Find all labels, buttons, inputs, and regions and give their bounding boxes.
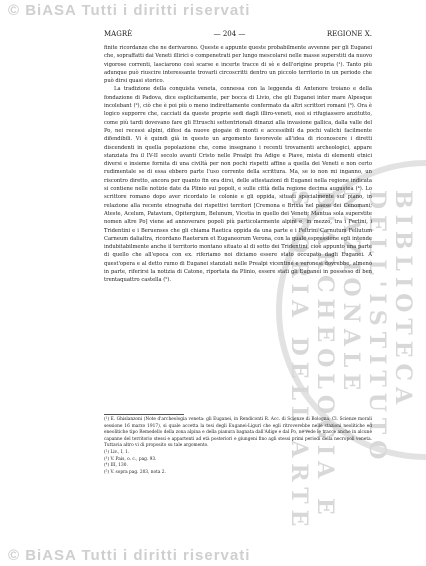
watermark-top: © BiASA Tutti i diritti riservati — [8, 2, 251, 19]
footnote-5: (⁵) V. sopra pag. 203, nota 2. — [104, 469, 166, 475]
watermark-bottom: © BiASA Tutti i diritti riservati — [8, 547, 251, 564]
paragraph-1: finite ricordanze che ne derivarono. Queste e appunte queste probabilmente avvenne per gli Euganei che, sopraffatti dai Veneti illirici o compenetrati per lungo mescolarsi nelle masse superstiti da nuovo vigorose correnti, lasciarono così scarse e incerte tracce di sè e dell'origine propria (¹). Tanto più adunque può riuscire interessante trovarli circoscritti dentro un piccolo territorio in un periodo che può dirsi quasi storico. — [104, 45, 372, 85]
footnote-4: (⁴) III, 130. — [104, 463, 128, 469]
running-head-left: MAGRÈ — [104, 30, 133, 38]
footnote-3: (³) V. Pais, o. c., pag. 93. — [104, 456, 157, 462]
page-number: — 204 — — [213, 30, 246, 38]
footnote-1: (¹) E. Ghislanzoni (Note d'archeologia veneta: gli Euganei, in Rendiconti R. Acc. di Scienze di Bologna, Cl. Scienze morali sessione 16 marzo 1917), si quale accetta la tesi degli Euganei-Liguri che egli ritroverebbe nelle stazioni neolitiche ed eneolitiche tipo Remedello della zona alpina e della pianura bagnata dall'Adige e dal Po, ne vede le tracce anche in alcune capanne del territorio stessi e appartenti ad età posteriori e giungeni fino agli stessi primi periodi della necropoli veneta. Tuttavia altro vi di proposito su tale argomento. — [104, 417, 372, 449]
page-header — [104, 30, 372, 38]
paragraph-2: La tradizione della conquista veneta, connessa con la leggenda di Antenore troiano e della fondazione di Padova, dice esplicitamente, per bocca di Livio, che gli Euganei inter mare Alpesque incolebant (²), ciò che è poi più o meno indirettamente confermato da altri scrittori romani (³). Ora è logico supporre che, cacciati da queste proprie sedi dagli illiro-veneti, essi si rifugiassero anzitutto, come più tardi dovevano fare gli Etruschi settentrionali dinanzi alla invasione gallica, dalla valle del Po, nei recessi alpini, difesi da nuove giogaie di monti e accessibili da pochi valichi facilmente difendibili. Vi è quindi già in questo un argomento favorevole all'idea di riconoscere i diretti discendenti in quella popolazione che, come insegnano i recenti trovamenti archeologici, appare stanziata fra il IV-II secolo avanti Cristo nelle Prealpi fra Adige e Piave, mista di elementi etnici diversi e insieme fornita di una civiltà per non pochi rispetti affine a quella dei Veneti e non certo rudimentale se di essa ebbero parte l'uso corrente della scrittura. Ma, se io non mi inganno, un riscontro diretto, ancora per quanto fin ora dirsi, delle attestazioni di Euganei nella regione indicata si contiene nelle notizie date da Plinio sui popoli, e sulle città della regione decima augustea (⁴). Lo scrittore romano dopo aver ricordato le colonie e gli oppida, situati specialmente sul piano, in relazione alla recente etnografia dei rispettivi territori [Cremona e Brixia nel paese dei Cenomani; Ateste, Acelum, Patavium, Opitergium, Belunum, Vicetia in quello dei Veneti; Mantua sola superstite nomen altre Po] viene ad annoverare popoli più particolarmente alpini e, in mezzo, tra i Fertini, i Tridentini e i Beruenses che gli chiama Raetica oppida da una parte e i Feltrini Carnutum Fellutum Carneum dalialtra, ricordano Raeterum et Euganeorum Verona, con la quale espressione egli intende indubitabilmente anche il territorio montano situato al di sotto dei Tridentini, cioè appunto una parte di quello che all'epoca con ex. riferiamo noi diciamo essere stato occupato dagli Euganei. A quest'opera e al detto rumo di Euganei stanziati nelle Prealpi vicentine e veronesi dovrebbe, almeno in parte, riferirsi la notizia di Catone, riportata da Plinio, essere stati gli Euganei in possesso di ben trentaquattro castella (⁵). — [104, 86, 372, 284]
footnote-2: (²) Liv., I, 1. — [104, 449, 130, 455]
footnotes — [104, 417, 372, 476]
body-text — [104, 44, 372, 285]
running-head-right: REGIONE X. — [326, 30, 372, 38]
seal-text: BIBLIOTECA DELL'ISTITUTO NAZIONALE D'ARCHEOLOGIA E STORIA DELL'ARTE — [286, 190, 416, 533]
footnote-rule — [104, 414, 184, 415]
